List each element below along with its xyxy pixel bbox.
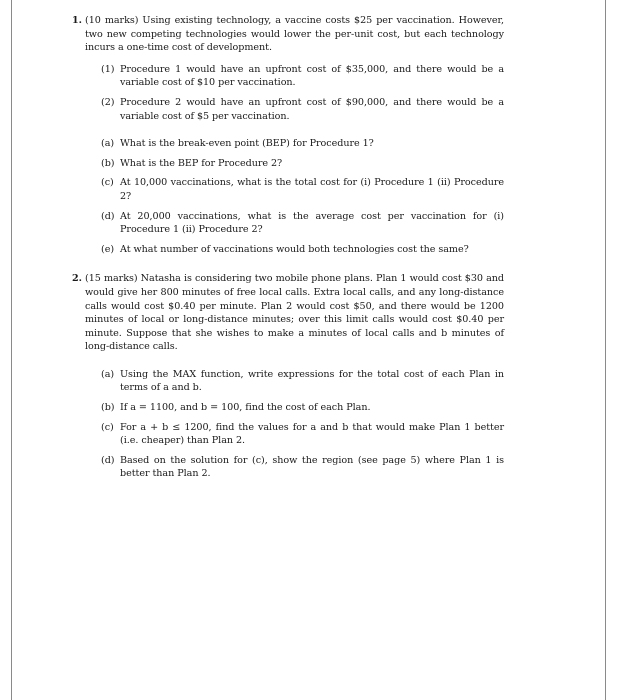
- procedure-text: Procedure 2 would have an upfront cost of $90,000, and there would be a variable cost of $5 per vaccination.: [120, 96, 504, 122]
- question-item: [101, 401, 504, 415]
- problem-2-questions: [101, 368, 504, 481]
- problem-1-questions: [101, 137, 504, 256]
- problem-2-statement: (15 marks) Natasha is considering two mobile phone plans. Plan 1 would cost $30 and would give her 800 minutes of free local calls. Extra local calls, and any long-distance calls would cost $0.40 per minute. Plan 2 would cost $50, and there would be 1200 minutes of local or long-distance minutes; over this limit calls would cost $0.40 per minute. Suppose that she wishes to make a minutes of local calls and b minutes of long-distance calls.: [85, 273, 504, 353]
- procedure-list: [101, 63, 504, 123]
- problem-1-content: [85, 14, 504, 262]
- question-item: [101, 210, 504, 237]
- question-label: (d): [101, 454, 115, 466]
- question-label: (b): [101, 157, 115, 169]
- question-label: (e): [101, 243, 115, 255]
- question-label: (c): [101, 421, 114, 433]
- question-label: (a): [101, 368, 115, 380]
- problem-1: [72, 14, 504, 262]
- question-label: (c): [101, 177, 114, 189]
- question-item: [101, 157, 504, 171]
- question-text: At 10,000 vaccinations, what is the total cost for (i) Procedure 1 (ii) Procedure 2?: [120, 177, 504, 202]
- question-text: If a = 1100, and b = 100, find the cost of each Plan.: [120, 402, 371, 414]
- question-label: (b): [101, 402, 115, 414]
- procedure-label: (1): [101, 63, 115, 75]
- procedure-label: (2): [101, 96, 115, 108]
- question-text: Using the MAX function, write expressions for the total cost of each Plan in terms of a and b.: [120, 368, 504, 394]
- procedure-item: [101, 63, 504, 90]
- problem-2-content: [85, 272, 504, 487]
- question-text: Based on the solution for (c), show the region (see page 5) where Plan 1 is better than Plan 2.: [120, 454, 504, 480]
- problem-2-number: 2.: [72, 273, 82, 285]
- question-label: (d): [101, 210, 115, 222]
- procedure-text: Procedure 1 would have an upfront cost of $35,000, and there would be a variable cost of $10 per vaccination.: [120, 63, 504, 89]
- page-right-border: [605, 0, 606, 700]
- question-item: [101, 176, 504, 203]
- question-text: For a + b ≤ 1200, find the values for a and b that would make Plan 1 better (i.e. cheaper) than Plan 2.: [120, 421, 504, 447]
- question-item: [101, 243, 504, 257]
- question-item: [101, 368, 504, 395]
- question-item: [101, 137, 504, 151]
- question-text: What is the BEP for Procedure 2?: [120, 157, 283, 169]
- assignment-page: [72, 14, 504, 497]
- question-text: What is the break-even point (BEP) for Procedure 1?: [120, 138, 374, 150]
- question-text: At what number of vaccinations would both technologies cost the same?: [120, 243, 469, 255]
- problem-1-statement: (10 marks) Using existing technology, a vaccine costs $25 per vaccination. However, two new competing technologies would lower the per-unit cost, but each technology incurs a one-time cost of development.: [85, 15, 504, 54]
- question-label: (a): [101, 138, 115, 150]
- question-item: [101, 454, 504, 481]
- procedure-item: [101, 96, 504, 123]
- question-text: At 20,000 vaccinations, what is the average cost per vaccination for (i) Procedure 1 (ii) Procedure 2?: [120, 210, 504, 236]
- page-left-border: [11, 0, 12, 700]
- problem-2: [72, 272, 504, 487]
- problem-1-number: 1.: [72, 15, 82, 26]
- question-item: [101, 421, 504, 448]
